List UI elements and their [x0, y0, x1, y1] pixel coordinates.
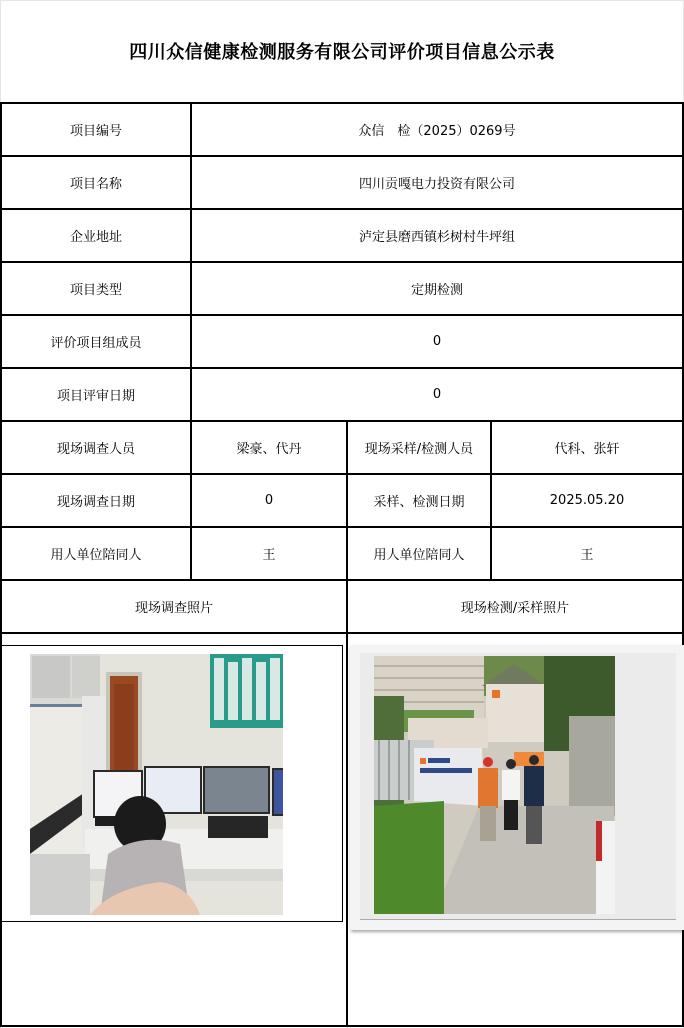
label-project-type: 项目类型 — [69, 283, 122, 298]
survey-photo-control-room — [30, 654, 283, 915]
label-review-date: 项目评审日期 — [56, 389, 135, 404]
value-company-address: 泸定县磨西镇杉树村牛坪组 — [358, 230, 515, 245]
label-escort-1: 用人单位陪同人 — [50, 548, 142, 563]
label-survey-staff: 现场调查人员 — [56, 442, 135, 457]
label-project-name: 项目名称 — [69, 177, 122, 192]
label-project-number: 项目编号 — [69, 124, 122, 139]
value-sampling-staff: 代科、张轩 — [554, 442, 620, 457]
value-escort-1: 王 — [262, 548, 276, 563]
value-survey-staff: 梁豪、代丹 — [236, 442, 302, 457]
label-sampling-staff: 现场采样/检测人员 — [364, 442, 474, 457]
value-sampling-date: 2025.05.20 — [549, 493, 625, 508]
label-escort-2: 用人单位陪同人 — [373, 548, 465, 563]
label-sampling-date: 采样、检测日期 — [373, 495, 465, 510]
value-escort-2: 王 — [580, 548, 594, 563]
label-company-address: 企业地址 — [69, 230, 122, 245]
grid-line — [0, 632, 684, 634]
label-survey-date: 现场调查日期 — [56, 495, 135, 510]
label-team-members: 评价项目组成员 — [50, 336, 142, 351]
grid-line — [0, 1025, 684, 1027]
value-project-number: 众信 检（2025）0269号 — [358, 124, 516, 139]
sampling-photo-station-entrance — [374, 656, 615, 914]
page-title: 四川众信健康检测服务有限公司评价项目信息公示表 — [129, 42, 555, 63]
value-project-type: 定期检测 — [410, 283, 463, 298]
value-survey-date: 0 — [264, 493, 274, 508]
value-team-members: 0 — [432, 334, 442, 349]
header-survey-photo: 现场调查照片 — [134, 601, 213, 616]
value-project-name: 四川贡嘎电力投资有限公司 — [358, 177, 515, 192]
value-review-date: 0 — [432, 387, 442, 402]
header-sampling-photo: 现场检测/采样照片 — [460, 601, 570, 616]
